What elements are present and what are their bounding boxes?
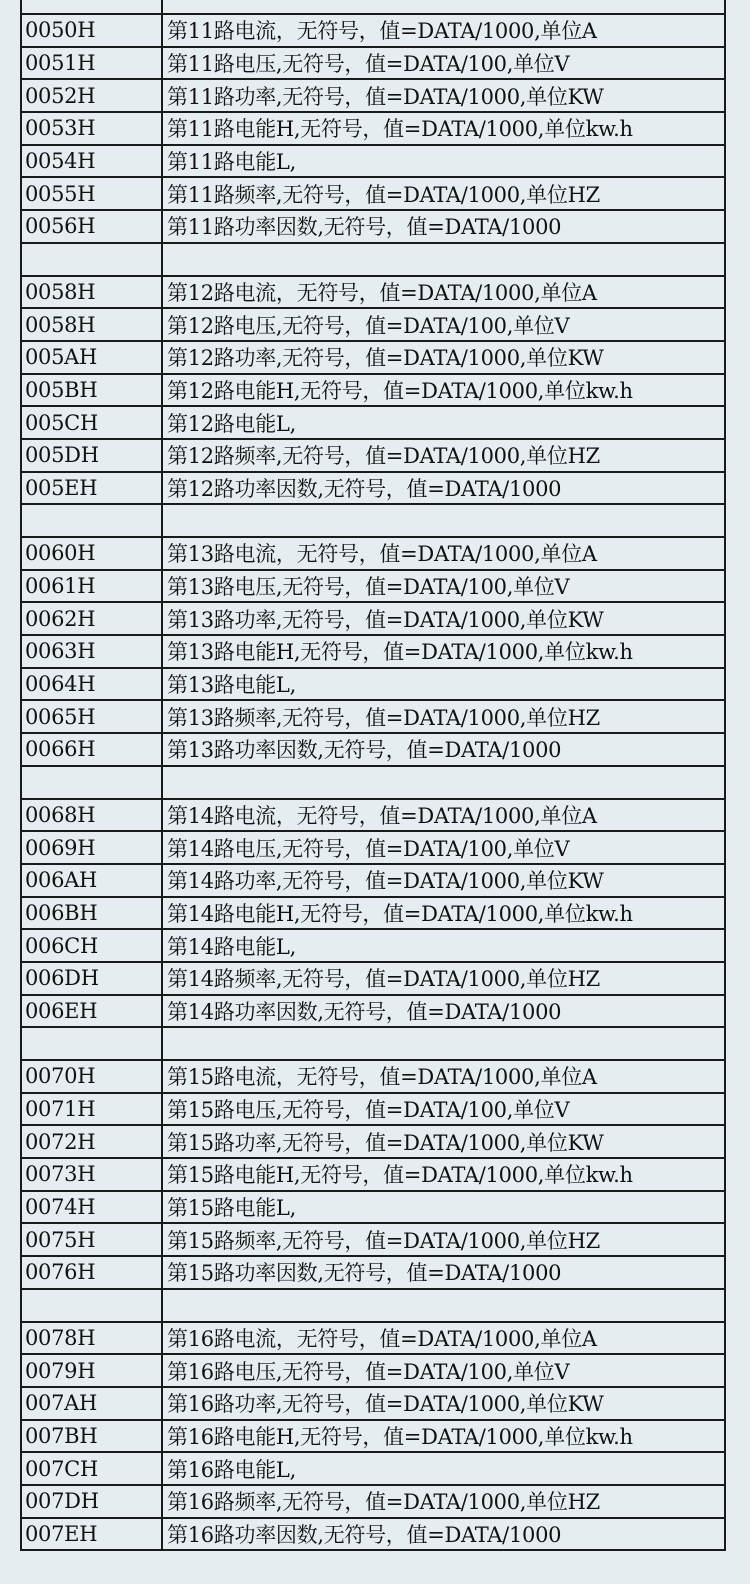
register-address-cell <box>22 0 163 13</box>
table-row <box>20 80 726 113</box>
register-address-cell: 0058H <box>22 277 163 308</box>
register-description-cell: 第11路功率因数,无符号，值=DATA/1000 <box>167 215 562 240</box>
register-description-cell <box>163 767 724 798</box>
register-address-cell: 005CH <box>22 407 163 438</box>
register-address-cell: 006AH <box>22 865 163 896</box>
register-description-cell: 第14路频率,无符号，值=DATA/1000,单位HZ <box>167 967 600 992</box>
table-row <box>20 538 726 571</box>
register-address-cell: 0065H <box>22 701 163 732</box>
register-address-cell: 0079H <box>22 1355 163 1386</box>
register-address-cell: 0068H <box>22 800 163 831</box>
register-description-cell: 第14路电压,无符号，值=DATA/100,单位V <box>167 836 570 861</box>
register-address-cell: 005BH <box>22 375 163 406</box>
register-description-cell: 第13路电能L, <box>167 673 296 698</box>
table-row <box>20 1453 726 1486</box>
table-row <box>20 211 726 244</box>
register-address-cell: 005EH <box>22 473 163 504</box>
table-row <box>20 277 726 310</box>
table-row <box>20 996 726 1029</box>
table-row <box>20 146 726 179</box>
register-description-cell: 第11路频率,无符号，值=DATA/1000,单位HZ <box>167 182 600 207</box>
register-address-cell: 0070H <box>22 1061 163 1092</box>
table-row <box>20 1323 726 1356</box>
register-address-cell: 006CH <box>22 930 163 961</box>
table-row <box>20 1061 726 1094</box>
register-description-cell: 第14路电能L, <box>167 934 296 959</box>
table-row <box>20 865 726 898</box>
register-description-cell <box>163 1028 724 1059</box>
table-row <box>20 1486 726 1519</box>
register-address-cell <box>22 1028 163 1059</box>
register-description-cell: 第16路电压,无符号，值=DATA/100,单位V <box>167 1359 570 1384</box>
table-row <box>20 1094 726 1127</box>
register-address-cell: 0054H <box>22 146 163 177</box>
register-address-cell: 0076H <box>22 1257 163 1288</box>
register-description-cell: 第13路电能H,无符号，值=DATA/1000,单位kw.h <box>167 640 633 665</box>
register-address-cell: 006BH <box>22 898 163 929</box>
register-address-cell: 0078H <box>22 1323 163 1354</box>
register-address-cell: 0073H <box>22 1159 163 1190</box>
register-address-cell: 007DH <box>22 1486 163 1517</box>
register-address-cell: 0062H <box>22 603 163 634</box>
register-address-cell <box>22 1290 163 1321</box>
register-description-cell: 第11路电能H,无符号，值=DATA/1000,单位kw.h <box>167 117 633 142</box>
register-address-cell: 0074H <box>22 1192 163 1223</box>
table-row <box>20 1159 726 1192</box>
table-row <box>20 48 726 81</box>
table-row <box>20 473 726 506</box>
register-address-cell: 0072H <box>22 1126 163 1157</box>
table-row-blank <box>20 0 726 15</box>
register-description-cell: 第11路功率,无符号，值=DATA/1000,单位KW <box>167 84 604 109</box>
table-row <box>20 800 726 833</box>
register-description-cell: 第11路电能L, <box>167 150 296 175</box>
register-description-cell <box>163 505 724 536</box>
register-description-cell: 第16路功率,无符号，值=DATA/1000,单位KW <box>167 1392 604 1417</box>
table-row <box>20 701 726 734</box>
register-description-cell: 第16路功率因数,无符号，值=DATA/1000 <box>167 1522 562 1547</box>
table-row-blank <box>20 505 726 538</box>
register-address-cell: 005DH <box>22 440 163 471</box>
table-row <box>20 1355 726 1388</box>
register-description-cell: 第12路电能L, <box>167 411 296 436</box>
register-address-cell: 006DH <box>22 963 163 994</box>
register-description-cell: 第13路功率因数,无符号，值=DATA/1000 <box>167 738 562 763</box>
register-description-cell: 第12路电流，无符号，值=DATA/1000,单位A <box>167 280 597 305</box>
table-row <box>20 15 726 48</box>
register-address-cell: 0063H <box>22 636 163 667</box>
table-row <box>20 734 726 767</box>
register-address-cell: 0056H <box>22 211 163 242</box>
register-description-cell <box>163 244 724 275</box>
table-row <box>20 898 726 931</box>
table-row <box>20 1224 726 1257</box>
register-description-cell: 第14路电流，无符号，值=DATA/1000,单位A <box>167 803 597 828</box>
register-description-cell: 第16路电能H,无符号，值=DATA/1000,单位kw.h <box>167 1424 633 1449</box>
register-table <box>20 0 726 1551</box>
register-description-cell: 第15路电能H,无符号，值=DATA/1000,单位kw.h <box>167 1163 633 1188</box>
register-description-cell: 第15路电压,无符号，值=DATA/100,单位V <box>167 1098 570 1123</box>
table-row <box>20 1192 726 1225</box>
register-description-cell: 第16路电流，无符号，值=DATA/1000,单位A <box>167 1326 597 1351</box>
register-address-cell: 0061H <box>22 571 163 602</box>
register-description-cell: 第12路电压,无符号，值=DATA/100,单位V <box>167 313 570 338</box>
table-row <box>20 178 726 211</box>
register-description-cell: 第15路频率,无符号，值=DATA/1000,单位HZ <box>167 1228 600 1253</box>
table-row-blank <box>20 767 726 800</box>
register-address-cell: 007EH <box>22 1519 163 1550</box>
register-address-cell: 0071H <box>22 1094 163 1125</box>
register-address-cell <box>22 767 163 798</box>
register-description-cell: 第16路频率,无符号，值=DATA/1000,单位HZ <box>167 1490 600 1515</box>
register-description-cell: 第12路频率,无符号，值=DATA/1000,单位HZ <box>167 444 600 469</box>
register-address-cell: 007AH <box>22 1388 163 1419</box>
register-description-cell: 第12路电能H,无符号，值=DATA/1000,单位kw.h <box>167 378 633 403</box>
register-description-cell: 第14路功率因数,无符号，值=DATA/1000 <box>167 999 562 1024</box>
table-row <box>20 309 726 342</box>
table-row <box>20 1257 726 1290</box>
table-row <box>20 669 726 702</box>
register-address-cell: 0055H <box>22 178 163 209</box>
register-description-cell: 第12路功率,无符号，值=DATA/1000,单位KW <box>167 346 604 371</box>
table-row <box>20 113 726 146</box>
register-description-cell: 第13路电压,无符号，值=DATA/100,单位V <box>167 575 570 600</box>
register-description-cell: 第15路功率因数,无符号，值=DATA/1000 <box>167 1261 562 1286</box>
register-description-cell: 第15路功率,无符号，值=DATA/1000,单位KW <box>167 1130 604 1155</box>
register-address-cell: 0066H <box>22 734 163 765</box>
register-description-cell: 第11路电流，无符号，值=DATA/1000,单位A <box>167 19 597 44</box>
register-address-cell: 0064H <box>22 669 163 700</box>
table-row <box>20 342 726 375</box>
register-address-cell: 0053H <box>22 113 163 144</box>
register-address-cell: 0075H <box>22 1224 163 1255</box>
table-row <box>20 636 726 669</box>
table-row <box>20 571 726 604</box>
register-description-cell <box>163 1290 724 1321</box>
table-row <box>20 1388 726 1421</box>
register-address-cell <box>22 505 163 536</box>
table-row <box>20 1519 726 1552</box>
register-description-cell: 第14路功率,无符号，值=DATA/1000,单位KW <box>167 869 604 894</box>
table-row <box>20 832 726 865</box>
table-row-blank <box>20 244 726 277</box>
register-address-cell: 0051H <box>22 48 163 79</box>
register-address-cell: 0060H <box>22 538 163 569</box>
table-row <box>20 407 726 440</box>
register-address-cell: 0058H <box>22 309 163 340</box>
register-address-cell: 006EH <box>22 996 163 1027</box>
register-description-cell: 第15路电能L, <box>167 1196 296 1221</box>
table-row <box>20 1126 726 1159</box>
table-row-blank <box>20 1290 726 1323</box>
register-description-cell: 第11路电压,无符号，值=DATA/100,单位V <box>167 52 570 77</box>
register-address-cell: 0069H <box>22 832 163 863</box>
register-address-cell: 007BH <box>22 1421 163 1452</box>
register-description-cell: 第13路频率,无符号，值=DATA/1000,单位HZ <box>167 705 600 730</box>
register-description-cell: 第15路电流，无符号，值=DATA/1000,单位A <box>167 1065 597 1090</box>
table-row <box>20 930 726 963</box>
register-address-cell <box>22 244 163 275</box>
table-row <box>20 440 726 473</box>
register-description-cell: 第13路电流，无符号，值=DATA/1000,单位A <box>167 542 597 567</box>
table-row <box>20 375 726 408</box>
register-address-cell: 005AH <box>22 342 163 373</box>
register-address-cell: 007CH <box>22 1453 163 1484</box>
register-description-cell: 第16路电能L, <box>167 1457 296 1482</box>
table-row <box>20 1421 726 1454</box>
table-row-blank <box>20 1028 726 1061</box>
register-description-cell: 第12路功率因数,无符号，值=DATA/1000 <box>167 476 562 501</box>
register-description-cell <box>163 0 724 13</box>
register-description-cell: 第14路电能H,无符号，值=DATA/1000,单位kw.h <box>167 901 633 926</box>
register-description-cell: 第13路功率,无符号，值=DATA/1000,单位KW <box>167 607 604 632</box>
register-address-cell: 0052H <box>22 80 163 111</box>
table-row <box>20 603 726 636</box>
register-address-cell: 0050H <box>22 15 163 46</box>
table-row <box>20 963 726 996</box>
